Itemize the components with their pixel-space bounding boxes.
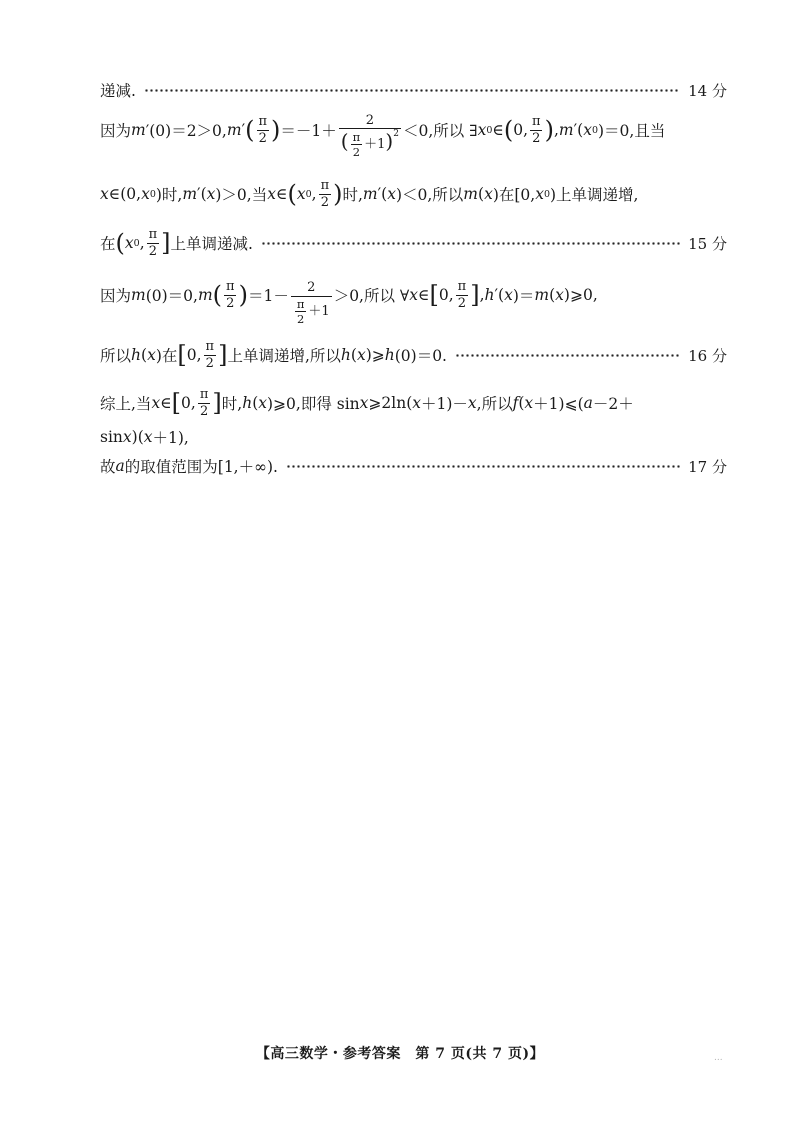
var-h: h (242, 394, 253, 412)
var-x: x (258, 394, 267, 412)
var-h: h (131, 346, 141, 364)
text: 因为 (100, 287, 132, 305)
text: )＝0,且当 (597, 122, 666, 140)
text: sin (100, 428, 123, 446)
var-x: x (409, 286, 419, 304)
var-m: m (558, 121, 574, 139)
right-paren: ) (333, 180, 343, 208)
var-x: x (206, 185, 216, 203)
text: , (479, 286, 485, 304)
var-f: f (512, 394, 519, 412)
text: ( (478, 185, 485, 203)
right-bracket: ] (212, 389, 222, 417)
var-m: m (197, 286, 213, 304)
text: )上单调递增, (550, 186, 639, 204)
line-1 (100, 79, 727, 101)
var-a: a (583, 394, 593, 412)
text: －2＋ (592, 395, 634, 413)
subscript: 0 (149, 188, 156, 200)
text: 0, (181, 394, 196, 412)
var-x: x (524, 394, 534, 412)
text: ′( (197, 185, 207, 203)
denominator (291, 296, 332, 325)
text: 上单调递减. (170, 235, 253, 253)
left-bracket: [ (429, 281, 439, 309)
denominator: 2 (199, 403, 209, 419)
score-label: 17 分 (688, 457, 727, 476)
text: )在 (155, 347, 178, 365)
text: 故 (100, 458, 116, 476)
line-8 (100, 426, 727, 448)
score-label: 16 分 (688, 346, 727, 365)
text: ′( (573, 121, 584, 139)
line-3 (100, 175, 727, 213)
fraction-pi-over-2 (204, 340, 217, 370)
text: , (553, 121, 559, 139)
numerator: π (226, 278, 235, 294)
text: ＜0,所以 ∃ (402, 122, 478, 140)
var-x: x (359, 394, 369, 412)
right-bracket: ] (161, 229, 171, 257)
subscript: 0 (133, 237, 140, 249)
denominator: 2 (296, 311, 305, 326)
right-paren: ) (238, 281, 248, 309)
text: )时, (155, 186, 183, 204)
var-x: x (504, 286, 513, 304)
line-9 (100, 455, 727, 477)
left-bracket: [ (177, 341, 187, 369)
corner-mark: ... (714, 1053, 723, 1063)
var-m: m (463, 185, 478, 203)
text: , (139, 234, 145, 252)
text: )⩾0,即得 sin (267, 395, 360, 413)
numerator: π (296, 296, 305, 311)
text: ( (518, 394, 525, 412)
text: 0, (513, 121, 529, 139)
var-x: x (100, 185, 109, 203)
var-h: h (340, 346, 351, 364)
var-m: m (131, 286, 146, 304)
denominator: 2 (205, 355, 214, 371)
text: 的取值范围为[1,＋∞). (124, 458, 278, 476)
text: )( (131, 428, 144, 446)
numerator: π (457, 278, 467, 294)
subscript: 0 (486, 124, 493, 136)
text: 因为 (100, 122, 132, 140)
var-x: x (267, 185, 276, 203)
text: 0, (438, 286, 454, 304)
numerator: π (258, 113, 268, 129)
text: ,所以 (476, 395, 513, 413)
numerator: π (352, 130, 361, 145)
var-m: m (182, 185, 198, 203)
text: ( (549, 286, 556, 304)
numerator: 2 (307, 280, 316, 296)
fraction-pi-over-2 (256, 115, 269, 145)
left-bracket: [ (171, 389, 182, 417)
text: )⩾ (365, 346, 385, 364)
exponent: 2 (393, 129, 399, 140)
var-x: x (141, 185, 150, 203)
left-paren: ( (115, 229, 125, 257)
var-x: x (151, 394, 161, 412)
text: ( (350, 346, 357, 364)
text: ＋1), (152, 429, 189, 447)
subscript: 0 (591, 124, 598, 136)
text: (0)＝0. (394, 347, 447, 365)
text: ( (141, 346, 148, 364)
line-2 (100, 108, 727, 160)
var-x: x (412, 394, 421, 412)
numerator: π (148, 226, 158, 242)
var-x: x (296, 185, 306, 203)
numerator: π (320, 177, 330, 193)
var-x: x (583, 121, 592, 139)
score-label: 14 分 (688, 81, 727, 100)
var-m: m (226, 121, 242, 139)
line-5 (100, 268, 727, 326)
denominator: 2 (532, 130, 541, 146)
text: 综上,当 (100, 395, 152, 413)
right-paren: ) (271, 116, 281, 144)
subscript: 0 (305, 188, 312, 200)
text: 在 (100, 235, 116, 253)
denominator: 2 (226, 295, 235, 311)
var-h: h (484, 286, 495, 304)
text: ＝－1＋ (280, 122, 337, 140)
leader-dots (455, 354, 680, 357)
var-x: x (535, 185, 544, 203)
denominator: 2 (258, 130, 267, 146)
text: ′( (377, 185, 388, 203)
text: ＝1－ (247, 287, 289, 305)
var-h: h (384, 346, 395, 364)
text: , (311, 185, 317, 203)
text: ∈ (160, 394, 172, 412)
numerator: π (205, 338, 215, 354)
var-x: x (477, 121, 487, 139)
leader-dots (261, 242, 680, 245)
page-footer: 【高三数学・参考答案 第 7 页(共 7 页)】 (255, 1046, 545, 1062)
right-bracket: ] (470, 281, 480, 309)
numerator: 2 (365, 112, 374, 128)
text: ∈(0, (108, 185, 142, 203)
text: )⩾0, (563, 286, 598, 304)
line-4 (100, 224, 727, 262)
text: (0)＝0, (145, 287, 198, 305)
text: ′ (241, 121, 246, 139)
text: 上单调递增,所以 (227, 347, 341, 365)
left-paren: ( (212, 281, 223, 309)
leader-dots (286, 465, 680, 468)
line-6 (100, 336, 727, 374)
fraction-2-over-pi-half-plus-1 (291, 281, 332, 325)
text: ∈ (418, 286, 430, 304)
score-label: 15 分 (688, 234, 727, 253)
text: 时, (221, 395, 243, 413)
text: ′( (494, 286, 505, 304)
text: )＝ (512, 287, 535, 305)
var-x: x (143, 428, 153, 446)
text: )在[0, (492, 186, 536, 204)
fraction-pi-over-2 (456, 280, 469, 310)
leader-dots (144, 89, 680, 92)
var-x: x (484, 185, 493, 203)
var-m: m (362, 185, 378, 203)
numerator: π (532, 113, 541, 129)
left-paren: ( (503, 116, 514, 144)
text: 递减. (100, 82, 136, 100)
fraction-2-over-paren-squared (339, 114, 401, 159)
denominator: 2 (320, 194, 329, 210)
var-x: x (555, 286, 564, 304)
fraction-pi-over-2 (147, 228, 160, 258)
var-x: x (387, 185, 396, 203)
subscript: 0 (543, 188, 550, 200)
numerator: π (199, 386, 209, 402)
right-bracket: ] (218, 341, 228, 369)
var-a: a (115, 457, 125, 475)
text: ′(0)＝2＞0, (145, 122, 227, 140)
fraction-pi-over-2 (319, 179, 332, 209)
text: )＞0,当 (215, 186, 268, 204)
var-m: m (131, 121, 146, 139)
var-x: x (122, 428, 132, 446)
text: ∈ (492, 121, 504, 139)
text: ＋1 (308, 303, 330, 319)
fraction-pi-over-2 (198, 388, 211, 418)
var-x: x (147, 346, 156, 364)
text: ＋1)⩽( (533, 395, 584, 413)
left-paren: ( (245, 116, 255, 144)
var-x: x (467, 394, 477, 412)
var-x: x (124, 234, 134, 252)
var-m: m (534, 286, 550, 304)
denominator: 2 (352, 145, 361, 160)
text: ＋1 (364, 137, 386, 153)
fraction-pi-over-2 (530, 115, 543, 145)
var-x: x (356, 346, 366, 364)
text: 0, (186, 346, 202, 364)
line-7 (100, 384, 727, 422)
right-paren: ) (544, 116, 554, 144)
text: ( (252, 394, 259, 412)
fraction-pi-over-2 (224, 280, 237, 310)
text: ∈ (275, 185, 288, 203)
text: ⩾2ln( (368, 394, 413, 412)
text: )＜0,所以 (395, 186, 464, 204)
text: ＋1)－ (421, 395, 468, 413)
denominator: 2 (148, 243, 158, 259)
denominator: ( $\frac{\pi}{2}$ ＋1)$^2$ (340, 129, 399, 160)
left-paren: ( (287, 180, 297, 208)
denominator: 2 (457, 295, 467, 311)
text: ＞0,所以 ∀ (333, 287, 410, 305)
text: 时, (342, 186, 363, 204)
text: 所以 (100, 347, 132, 365)
